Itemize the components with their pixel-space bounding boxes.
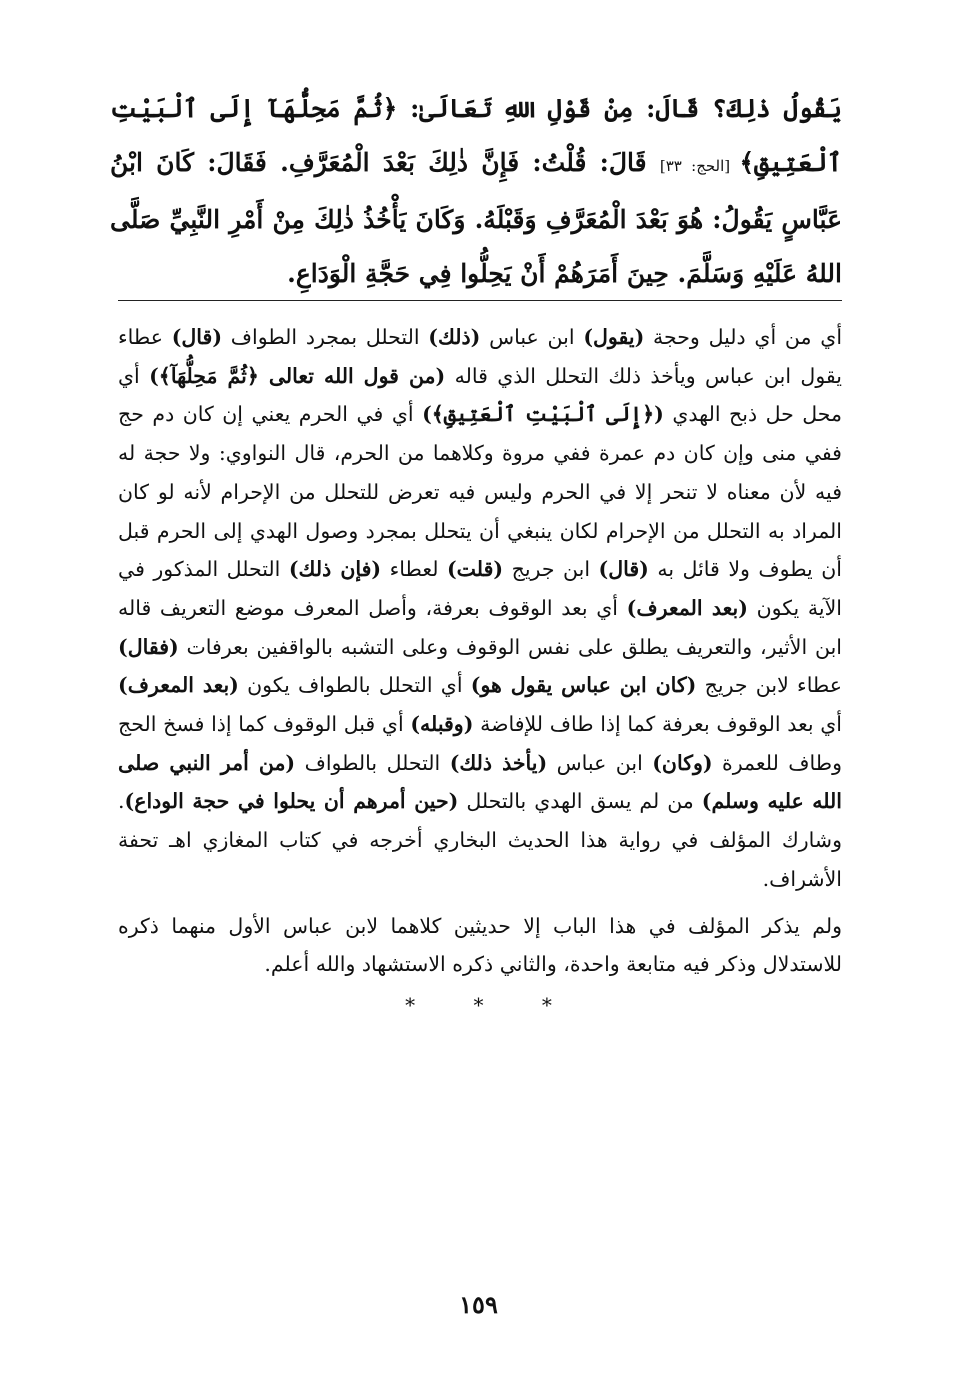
commentary-run: أي بعد الوقوف بعرفة كما إذا طاف للإفاضة (473, 712, 842, 737)
commentary-run: لعطاء (381, 557, 447, 582)
quoted-phrase: (ذلك) (428, 325, 481, 349)
commentary-run: أي التحلل بالطواف يكون (238, 673, 471, 698)
quoted-phrase: (يقول) (583, 325, 645, 349)
quoted-phrase: (فقال) (118, 634, 179, 659)
commentary-run: أي محل حل ذبح الهدي (118, 363, 842, 427)
commentary-text (118, 318, 842, 984)
commentary-run: أي قبل الوقوف كما إذا فسخ الحج وطاف للعمرة (118, 712, 842, 775)
quran-quote: ﴿ثُمَّ مَحِلُّهَآ إِلَى ٱلْبَيْتِ ٱلْعَتِيقِ﴾ (110, 94, 842, 177)
commentary-run: التحلل بمجرد الطواف (222, 325, 429, 349)
quoted-phrase: (وكان) (652, 750, 713, 775)
commentary-run: عطاء لابن جريج (696, 673, 842, 698)
page-number: ١٥٩ (459, 1290, 498, 1319)
quoted-phrase: (﴿إِلَى ٱلْبَيْتِ ٱلْعَتِيقِ﴾) (422, 402, 664, 427)
commentary-paragraph (118, 318, 842, 899)
commentary-run: أي بعد الوقوف بعرفة، وأصل المعرف موضع التعريف قاله ابن الأثير، والتعريف يطلق على نفس الوقوف وعلى التشبه بالواقفين بعرفات (118, 595, 842, 659)
commentary-run: من لم يسق الهدي بالتحلل (458, 789, 702, 814)
commentary-run: التحلل بالطواف (295, 750, 450, 775)
commentary-run: أي في الحرم يعني إن كان دم حج ففي منى وإن كان دم عمرة ففي مروة وكلاهما من الحرم، قال النواوي: ولا حجة له فيه لأن معناه لا تنحر إلا في الحرم وليس فيه تعرض للتحلل من الإحرام لأنه لو كان المراد به التحلل من الإحرام لكان ينبغي أن يتحلل بمجرد وصول الهدي إلى الحرم قبل أن يطوف ولا قائل به (118, 402, 843, 582)
commentary-run: عطاء يقول ابن عباس ويأخذ ذلك التحلل الذي قاله (118, 325, 842, 388)
quoted-phrase: (كان ابن عباس يقول هو) (470, 673, 697, 698)
footnote-divider (118, 300, 842, 301)
quoted-phrase: (بعد المعرف) (118, 673, 239, 698)
quoted-phrase: (قلت) (446, 557, 504, 582)
commentary-closing-paragraph: ولم يذكر المؤلف في هذا الباب إلا حديثين كلاهما لابن عباس الأول منهما ذكره للاستدلال وذكر فيه متابعة واحدة، والثاني ذكره الاستشهاد والله أعلم. (118, 913, 842, 977)
quoted-phrase: (قال) (171, 325, 223, 349)
commentary-run: ابن عباس (547, 750, 653, 775)
hadith-text-continued: قَالَ: قُلْتُ: فَإِنَّ ذٰلِكَ بَعْدَ الْمُعَرَّفِ. فَقَالَ: كَانَ ابْنُ عَبَّاسٍ يَقُولُ: هُوَ بَعْدَ الْمُعَرَّفِ وَقَبْلَهُ. وَكَانَ يَأْخُذُ ذٰلِكَ مِنْ أَمْرِ النَّبِيِّ صَلَّى اللهُ عَلَيْهِ وَسَلَّمَ. حِينَ أَمَرَهُمْ أَنْ يَحِلُّوا فِي حَجَّةِ الْوَدَاعِ. (110, 148, 842, 288)
quoted-phrase: (وقبله) (410, 712, 474, 737)
quoted-phrase: (يأخذ ذلك) (449, 750, 548, 775)
commentary-run: ابن جريج (503, 557, 599, 582)
surah-reference: [الحج: ٣٣] (659, 157, 740, 175)
commentary-run: التحلل المذكور في الآية يكون (118, 557, 842, 620)
quoted-phrase: (من قول الله تعالى ﴿ثُمَّ مَحِلُّهَآ﴾) (149, 363, 446, 388)
commentary-run: أي من أي دليل وحجة (644, 325, 843, 349)
quoted-phrase: (قال) (598, 557, 649, 582)
commentary-run: ابن عباس (480, 325, 584, 349)
commentary-run: . وشارك المؤلف في رواية هذا الحديث البخاري أخرجه في كتاب المغازي اهـ تحفة الأشراف. (118, 789, 842, 891)
quoted-phrase: (من أمر النبي صلى الله عليه وسلم) (118, 750, 843, 814)
hadith-text (110, 82, 842, 301)
quoted-phrase: (حين أمرهم أن يحلوا في حجة الوداع) (124, 789, 459, 814)
quoted-phrase: (بعد المعرف) (626, 595, 748, 620)
hadith-paragraph (110, 82, 842, 301)
section-separator: * * * (405, 993, 578, 1017)
hadith-text-line1: يَقُولُ ذٰلِكَ؟ قَالَ: مِنْ قَوْلِ اللهِ تَعَالَىٰ: (397, 94, 843, 123)
quoted-phrase: (فإن ذلك) (288, 557, 382, 582)
